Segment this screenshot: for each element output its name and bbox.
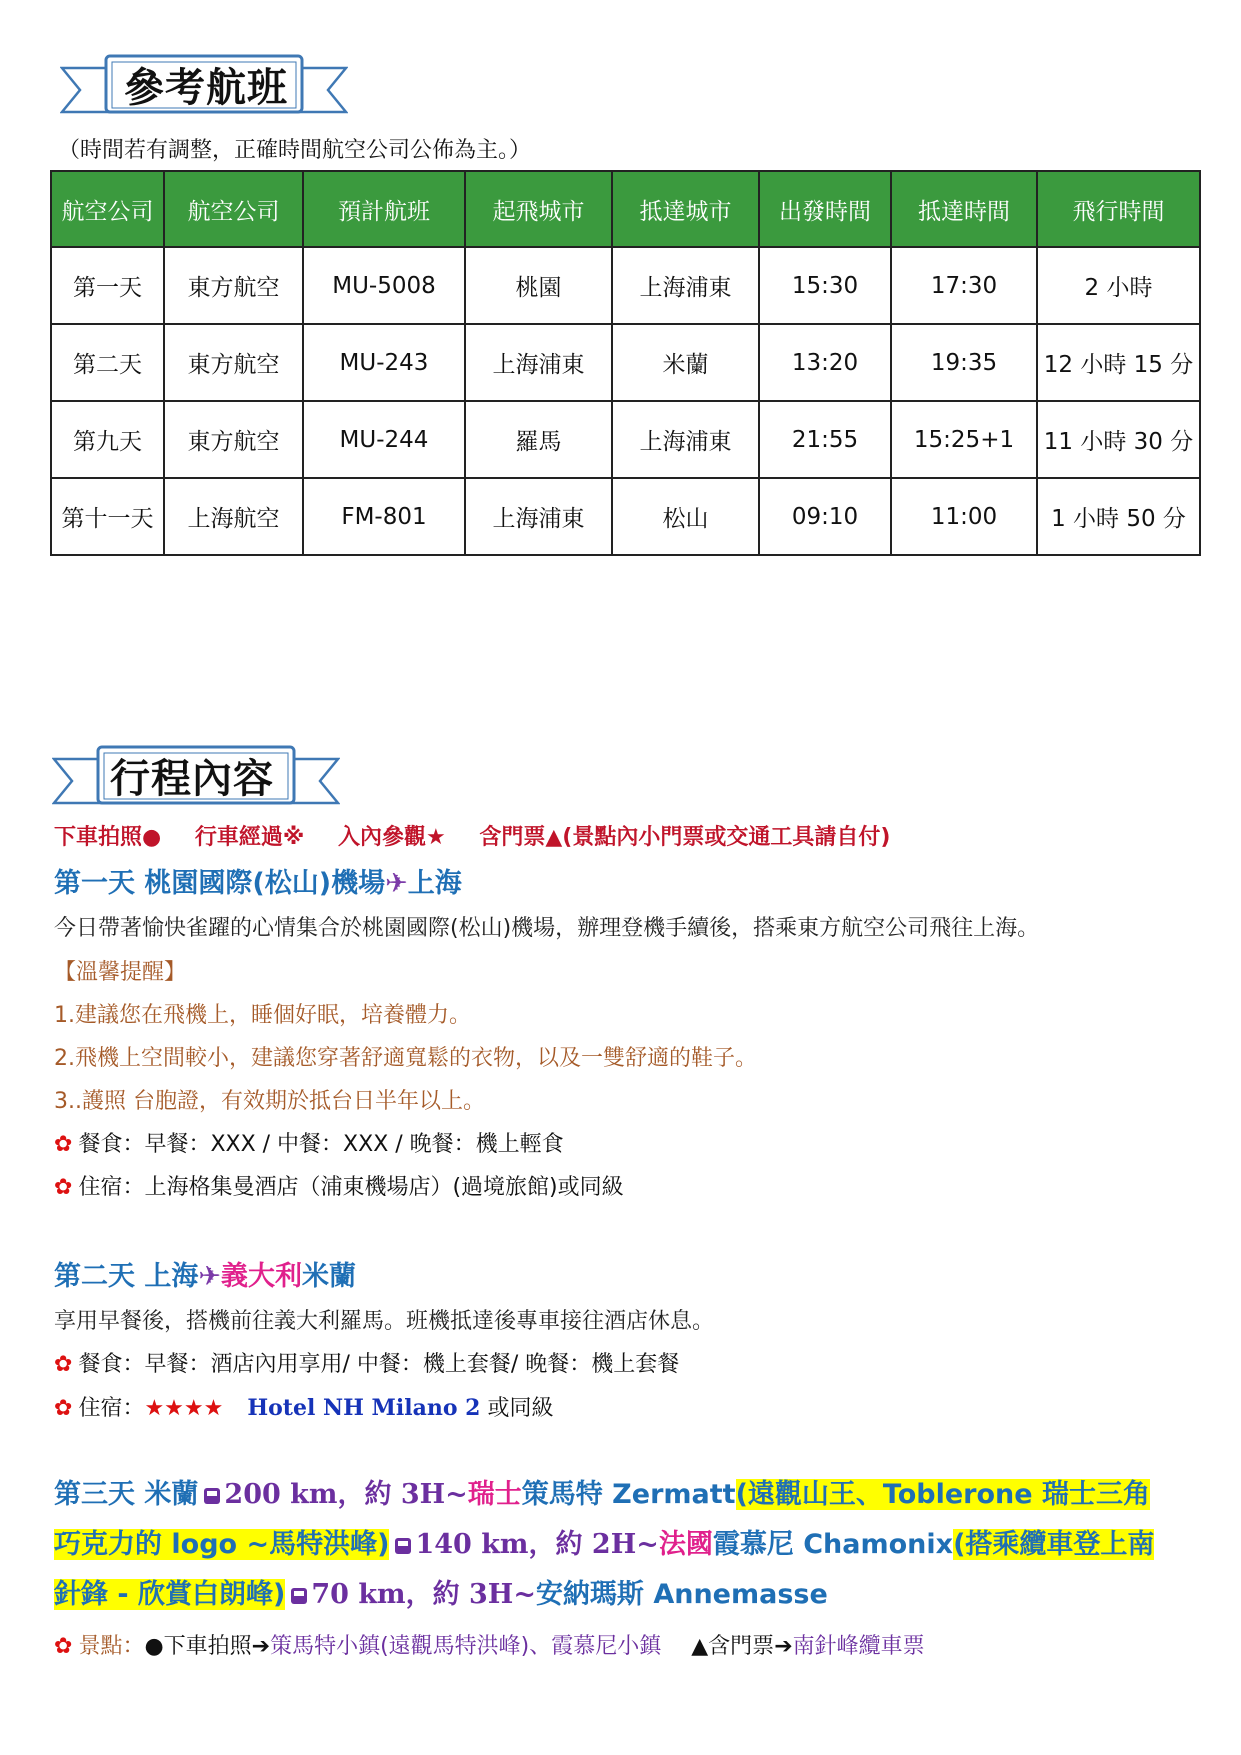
airplane-icon: ✈ (198, 1261, 222, 1292)
day3-line-3 (54, 1570, 828, 1620)
header-cell: 抵達城市 (612, 171, 759, 247)
spots-label: 景點： (78, 1634, 145, 1659)
table-cell: 第二天 (51, 324, 164, 401)
day1-title-to: 上海 (407, 868, 462, 899)
highlight-note: 針鋒 - 欣賞白朗峰) (54, 1579, 286, 1610)
day2-title-country: 義大利 (221, 1261, 303, 1292)
table-cell: 東方航空 (164, 401, 303, 478)
table-cell: 13:20 (759, 324, 891, 401)
spots-list: 策馬特小鎮(遠觀馬特洪峰)、霞慕尼小鎮 (270, 1634, 662, 1659)
table-header-row (51, 171, 1200, 247)
day2-title (54, 1254, 356, 1293)
table-cell: 上海浦東 (465, 324, 612, 401)
hotel-name: Hotel NH Milano 2 (247, 1395, 481, 1421)
day1-meals-text: 餐食：早餐：XXX / 中餐：XXX / 晚餐：機上輕食 (78, 1132, 564, 1157)
table-cell: 上海浦東 (612, 401, 759, 478)
day1-title (54, 861, 462, 900)
distance: 70 km (311, 1579, 406, 1610)
day1-meals (54, 1127, 564, 1158)
tips-title: 【溫馨提醒】 (54, 960, 187, 985)
day2-description: 享用早餐後，搭機前往義大利羅馬。班機抵達後專車接往酒店休息。 (54, 1309, 715, 1334)
table-cell: MU-5008 (303, 247, 465, 324)
chamonix-label: 霞慕尼 Chamonix (712, 1529, 954, 1560)
table-cell: MU-243 (303, 324, 465, 401)
header-cell: 航空公司 (164, 171, 303, 247)
flights-heading: 參考航班 (124, 65, 288, 111)
day2-meals-text: 餐食：早餐：酒店內用享用/ 中餐：機上套餐/ 晚餐：機上套餐 (78, 1352, 680, 1377)
zermatt-label: 策馬特 Zermatt (521, 1479, 736, 1510)
day1-hotel-text: 住宿：上海格集曼酒店（浦東機場店）(過境旅館)或同級 (78, 1175, 624, 1200)
day2-meals (54, 1347, 679, 1378)
table-cell: 第十一天 (51, 478, 164, 555)
table-cell: 上海航空 (164, 478, 303, 555)
flight-table (50, 170, 1201, 556)
table-cell: 09:10 (759, 478, 891, 555)
duration: 3H~ (469, 1579, 536, 1610)
day3-spots (54, 1629, 925, 1660)
itinerary-heading: 行程內容 (110, 756, 274, 802)
flower-icon: ✿ (54, 1175, 73, 1200)
hotel-suffix: 或同級 (480, 1396, 554, 1421)
table-cell: 21:55 (759, 401, 891, 478)
table-cell: 東方航空 (164, 247, 303, 324)
flights-heading-ribbon (60, 52, 348, 118)
distance: 200 km (224, 1479, 338, 1510)
table-cell: FM-801 (303, 478, 465, 555)
flights-note: （時間若有調整，正確時間航空公司公佈為主。） (58, 138, 532, 163)
day2-hotel-label: 住宿： (78, 1396, 145, 1421)
table-cell: 第一天 (51, 247, 164, 324)
approx-label: ，約 (528, 1529, 592, 1560)
table-cell: 桃園 (465, 247, 612, 324)
day3-title: 第三天 米蘭 (54, 1479, 199, 1510)
table-cell: 1 小時 50 分 (1037, 478, 1200, 555)
table-cell: 17:30 (891, 247, 1037, 324)
header-cell: 預計航班 (303, 171, 465, 247)
duration: 3H~ (400, 1479, 468, 1510)
table-row (51, 478, 1200, 555)
table-cell: 2 小時 (1037, 247, 1200, 324)
arrow-right-icon: ➔ (251, 1634, 271, 1659)
arrow-right-icon: ➔ (774, 1634, 793, 1659)
legend-passby: 行車經過※ (194, 825, 305, 850)
header-cell: 飛行時間 (1037, 171, 1200, 247)
day3-line-2 (54, 1520, 1154, 1570)
tip-item: 3..護照 台胞證，有效期於抵台日半年以上。 (54, 1089, 485, 1114)
duration: 2H~ (591, 1529, 659, 1560)
header-cell: 抵達時間 (891, 171, 1037, 247)
spots-photo: ●下車拍照 (144, 1634, 252, 1659)
day3-line-1 (54, 1470, 1150, 1520)
highlight-note: 巧克力的 logo ~馬特洪峰) (54, 1529, 390, 1560)
approx-label: ，約 (405, 1579, 470, 1610)
table-cell: 11 小時 30 分 (1037, 401, 1200, 478)
day2-title-from: 第二天 上海 (54, 1261, 199, 1292)
country-france: 法國 (658, 1529, 713, 1560)
legend-ticket: 含門票▲(景點內小門票或交通工具請自付) (479, 825, 891, 850)
header-cell: 航空公司 (51, 171, 164, 247)
table-cell: 東方航空 (164, 324, 303, 401)
table-cell: 上海浦東 (465, 478, 612, 555)
itinerary-heading-ribbon (52, 743, 340, 809)
table-cell: 11:00 (891, 478, 1037, 555)
spots-ticket: ▲含門票 (691, 1634, 775, 1659)
airplane-icon: ✈ (385, 868, 408, 899)
table-cell: 上海浦東 (612, 247, 759, 324)
bus-icon (291, 1588, 307, 1604)
country-swiss: 瑞士 (467, 1479, 522, 1510)
table-cell: MU-244 (303, 401, 465, 478)
flower-icon: ✿ (54, 1634, 73, 1659)
distance: 140 km (415, 1529, 529, 1560)
bus-icon (395, 1538, 411, 1554)
flower-icon: ✿ (54, 1352, 73, 1377)
table-cell: 松山 (612, 478, 759, 555)
table-cell: 羅馬 (465, 401, 612, 478)
table-row (51, 401, 1200, 478)
table-cell: 15:30 (759, 247, 891, 324)
highlight-note: (搭乘纜車登上南 (953, 1529, 1155, 1560)
hotel-stars: ★★★★ (144, 1396, 224, 1421)
table-cell: 15:25+1 (891, 401, 1037, 478)
day1-hotel (54, 1170, 624, 1201)
legend-enter: 入內參觀★ (337, 825, 446, 850)
legend-photo: 下車拍照● (54, 825, 162, 850)
day2-hotel (54, 1391, 554, 1422)
day1-title-from: 第一天 桃園國際(松山)機場 (54, 868, 386, 899)
annemasse-label: 安納瑪斯 Annemasse (535, 1579, 828, 1610)
header-cell: 起飛城市 (465, 171, 612, 247)
table-row (51, 247, 1200, 324)
table-cell: 19:35 (891, 324, 1037, 401)
table-row (51, 324, 1200, 401)
tip-item: 1.建議您在飛機上，睡個好眠，培養體力。 (54, 1003, 471, 1028)
spots-ticket-item: 南針峰纜車票 (792, 1634, 925, 1659)
legend-line (54, 820, 916, 851)
flower-icon: ✿ (54, 1396, 73, 1421)
day2-title-city: 米蘭 (302, 1261, 357, 1292)
flower-icon: ✿ (54, 1132, 73, 1157)
header-cell: 出發時間 (759, 171, 891, 247)
bus-icon (204, 1488, 220, 1504)
approx-label: ，約 (337, 1479, 401, 1510)
tip-item: 2.飛機上空間較小，建議您穿著舒適寬鬆的衣物，以及一雙舒適的鞋子。 (54, 1046, 757, 1071)
table-cell: 第九天 (51, 401, 164, 478)
table-cell: 12 小時 15 分 (1037, 324, 1200, 401)
highlight-note: (遠觀山王、Toblerone 瑞士三角 (735, 1479, 1150, 1510)
table-cell: 米蘭 (612, 324, 759, 401)
day1-description: 今日帶著愉快雀躍的心情集合於桃園國際(松山)機場，辦理登機手續後，搭乘東方航空公司飛往上海。 (54, 916, 1040, 941)
